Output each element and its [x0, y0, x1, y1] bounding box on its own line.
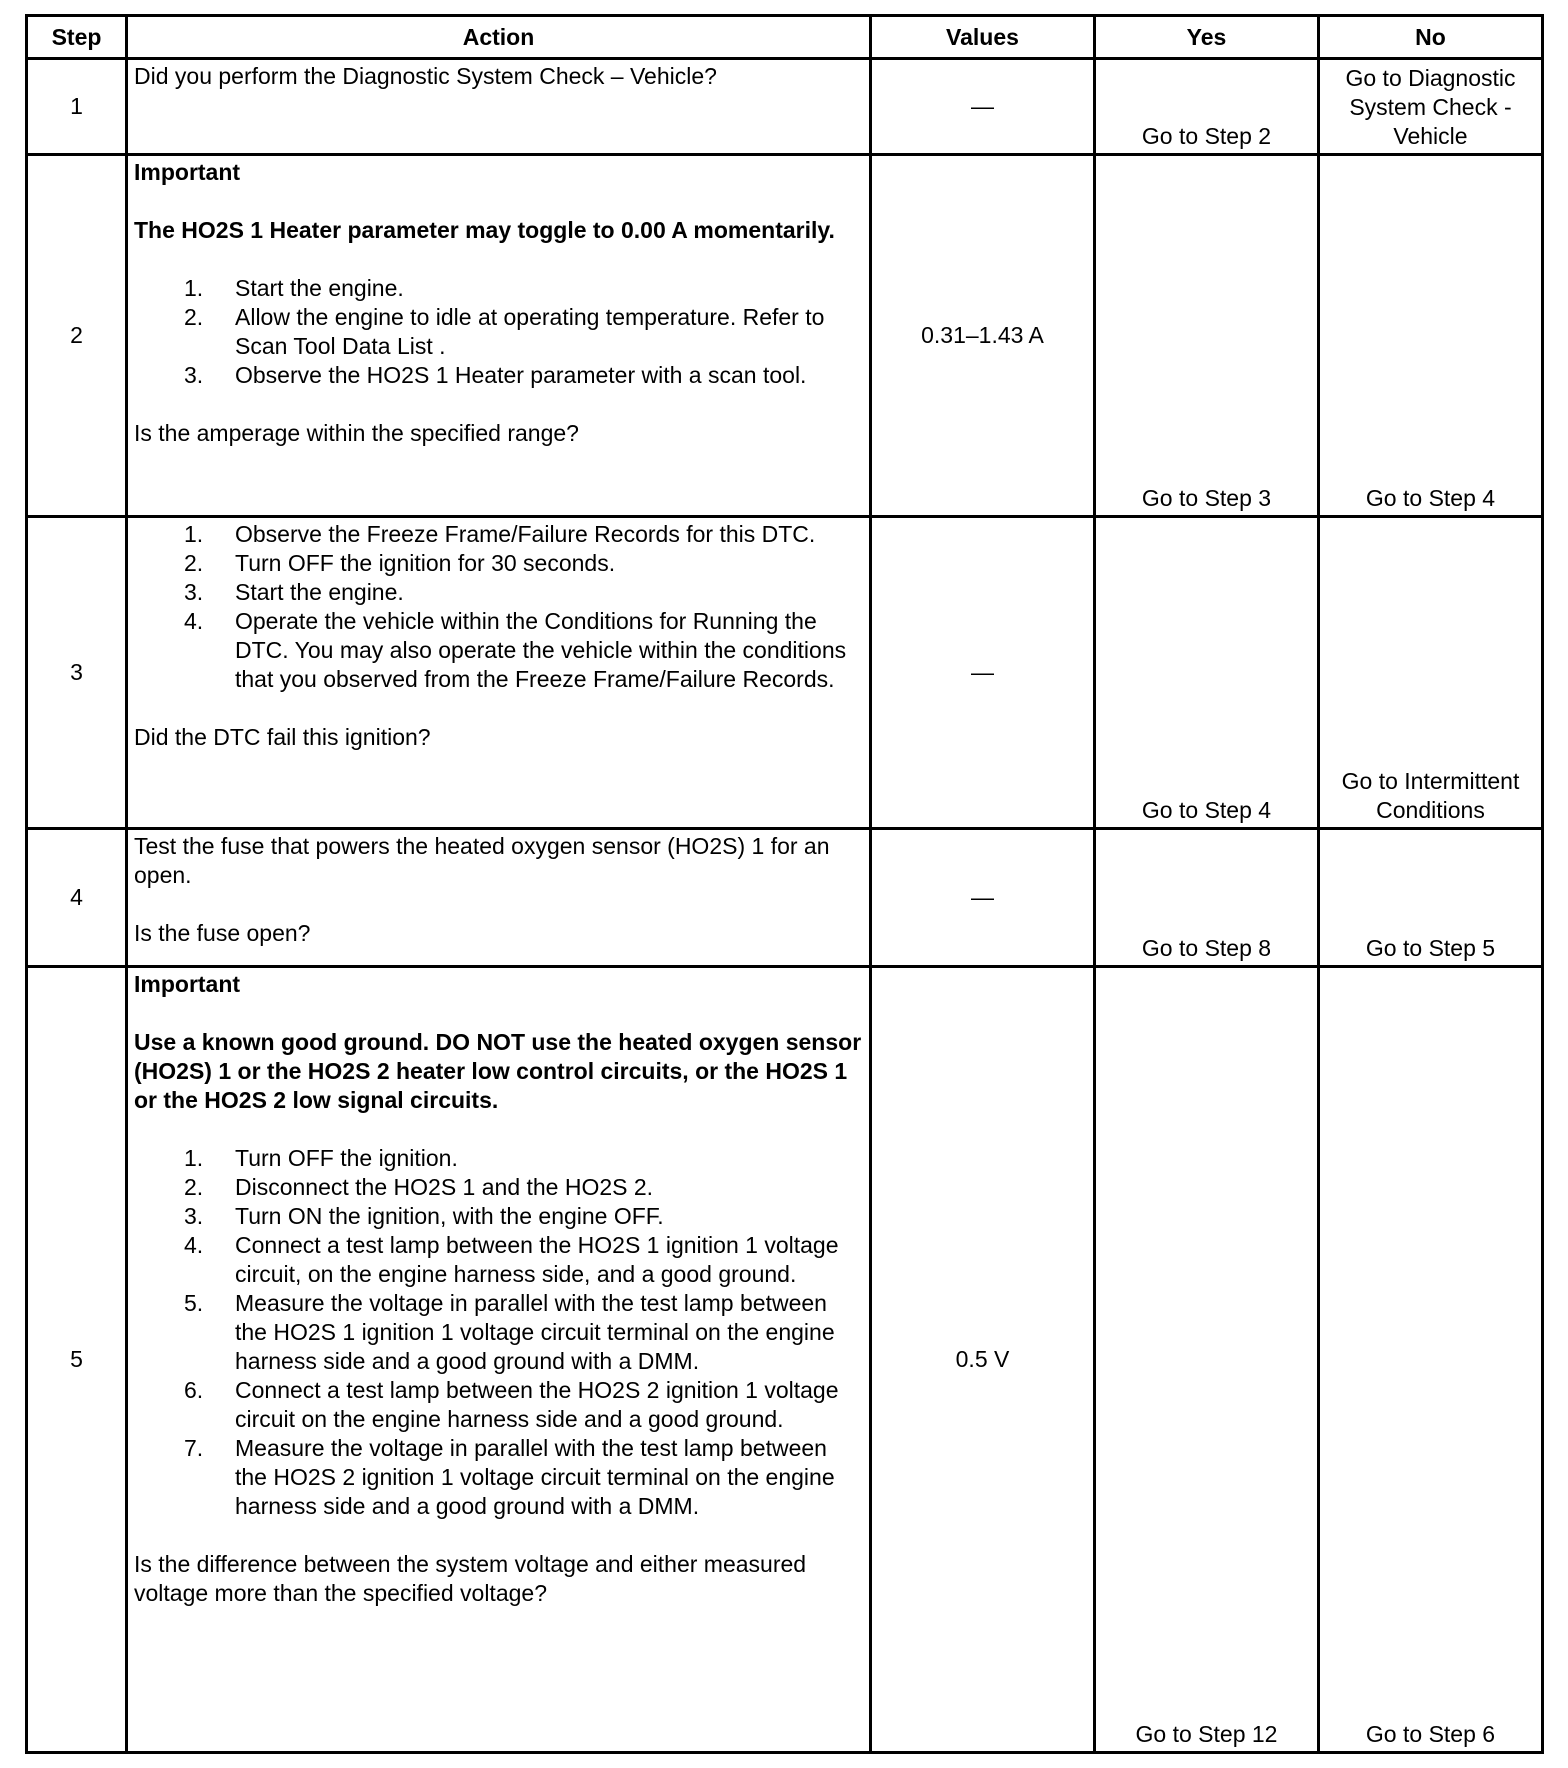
action-cell [127, 967, 871, 1753]
step-number: 3 [27, 517, 127, 829]
list-item-text: Measure the voltage in parallel with the test lamp between the HO2S 2 ignition 1 voltage circuit terminal on the engine harness side and a good ground with a DMM. [235, 1435, 835, 1519]
list-item-text: Disconnect the HO2S 1 and the HO2S 2. [235, 1174, 654, 1200]
action-question: Is the difference between the system voltage and either measured voltage more than the specified voltage? [134, 1551, 807, 1606]
step-number: 5 [27, 967, 127, 1753]
list-number: 1. [184, 521, 204, 547]
values-cell: — [871, 59, 1095, 155]
table-row-step-3 [27, 517, 1543, 829]
no-cell: Go to Step 5 [1319, 829, 1543, 967]
header-row [27, 16, 1543, 59]
no-cell: Go to Diagnostic System Check - Vehicle [1319, 59, 1543, 155]
list-number: 1. [184, 275, 204, 301]
list-item [134, 1376, 863, 1434]
list-item-text: Allow the engine to idle at operating temperature. Refer to Scan Tool Data List . [235, 304, 825, 359]
no-cell: Go to Step 4 [1319, 155, 1543, 517]
list-number: 2. [184, 550, 204, 576]
list-item-text: Operate the vehicle within the Conditions for Running the DTC. You may also operate the vehicle within the conditions that you observed from the Freeze Frame/Failure Records. [235, 608, 847, 692]
diagnostic-table [25, 14, 1544, 1754]
action-question: Is the amperage within the specified range? [134, 420, 579, 446]
header-step: Step [27, 16, 127, 59]
list-item-text: Turn OFF the ignition for 30 seconds. [235, 550, 616, 576]
table-row-step-4 [27, 829, 1543, 967]
yes-cell: Go to Step 2 [1095, 59, 1319, 155]
list-item [134, 1202, 863, 1231]
yes-cell: Go to Step 4 [1095, 517, 1319, 829]
list-item-text: Connect a test lamp between the HO2S 1 ignition 1 voltage circuit, on the engine harness side, and a good ground. [235, 1232, 839, 1287]
table-row-step-2 [27, 155, 1543, 517]
table-row-step-5 [27, 967, 1543, 1753]
header-action: Action [127, 16, 871, 59]
list-item-text: Turn ON the ignition, with the engine OFF. [235, 1203, 664, 1229]
action-cell [127, 829, 871, 967]
action-question: Is the fuse open? [134, 920, 311, 946]
list-item-text: Observe the Freeze Frame/Failure Records for this DTC. [235, 521, 816, 547]
list-item-text: Measure the voltage in parallel with the test lamp between the HO2S 1 ignition 1 voltage circuit terminal on the engine harness side and a good ground with a DMM. [235, 1290, 835, 1374]
yes-cell: Go to Step 12 [1095, 967, 1319, 1753]
list-item [134, 1144, 863, 1173]
list-number: 2. [184, 304, 204, 330]
list-number: 2. [184, 1174, 204, 1200]
procedure-list [134, 1144, 863, 1521]
list-number: 7. [184, 1435, 204, 1461]
important-text: The HO2S 1 Heater parameter may toggle to 0.00 A momentarily. [134, 217, 835, 243]
values-cell: 0.31–1.43 A [871, 155, 1095, 517]
list-item [134, 520, 863, 549]
table-row-step-1 [27, 59, 1543, 155]
header-no: No [1319, 16, 1543, 59]
list-item [134, 303, 863, 361]
values-cell: — [871, 517, 1095, 829]
procedure-list [134, 520, 863, 694]
no-cell: Go to Step 6 [1319, 967, 1543, 1753]
list-number: 3. [184, 579, 204, 605]
list-item [134, 1434, 863, 1521]
action-question: Did the DTC fail this ignition? [134, 724, 431, 750]
no-cell: Go to Intermittent Conditions [1319, 517, 1543, 829]
list-number: 4. [184, 1232, 204, 1258]
list-number: 6. [184, 1377, 204, 1403]
list-item [134, 361, 863, 390]
list-item-text: Start the engine. [235, 275, 404, 301]
action-cell [127, 517, 871, 829]
important-label: Important [134, 159, 241, 185]
action-text: Test the fuse that powers the heated oxygen sensor (HO2S) 1 for an open. [134, 833, 830, 888]
action-cell [127, 59, 871, 155]
list-item [134, 578, 863, 607]
header-yes: Yes [1095, 16, 1319, 59]
list-item [134, 607, 863, 694]
values-cell: 0.5 V [871, 967, 1095, 1753]
step-number: 2 [27, 155, 127, 517]
list-item-text: Connect a test lamp between the HO2S 2 ignition 1 voltage circuit on the engine harness side and a good ground. [235, 1377, 839, 1432]
action-cell [127, 155, 871, 517]
list-item [134, 549, 863, 578]
list-item [134, 1173, 863, 1202]
list-number: 1. [184, 1145, 204, 1171]
list-item-text: Start the engine. [235, 579, 404, 605]
list-item [134, 1289, 863, 1376]
values-cell: — [871, 829, 1095, 967]
step-number: 1 [27, 59, 127, 155]
action-question: Did you perform the Diagnostic System Check – Vehicle? [134, 63, 717, 89]
header-values: Values [871, 16, 1095, 59]
list-item [134, 1231, 863, 1289]
important-label: Important [134, 971, 241, 997]
procedure-list [134, 274, 863, 390]
list-item [134, 274, 863, 303]
list-item-text: Turn OFF the ignition. [235, 1145, 458, 1171]
list-item-text: Observe the HO2S 1 Heater parameter with a scan tool. [235, 362, 807, 388]
yes-cell: Go to Step 3 [1095, 155, 1319, 517]
yes-cell: Go to Step 8 [1095, 829, 1319, 967]
important-text: Use a known good ground. DO NOT use the heated oxygen sensor (HO2S) 1 or the HO2S 2 heater low control circuits, or the HO2S 1 or the HO2S 2 low signal circuits. [134, 1029, 862, 1113]
list-number: 4. [184, 608, 204, 634]
list-number: 3. [184, 1203, 204, 1229]
list-number: 3. [184, 362, 204, 388]
step-number: 4 [27, 829, 127, 967]
list-number: 5. [184, 1290, 204, 1316]
